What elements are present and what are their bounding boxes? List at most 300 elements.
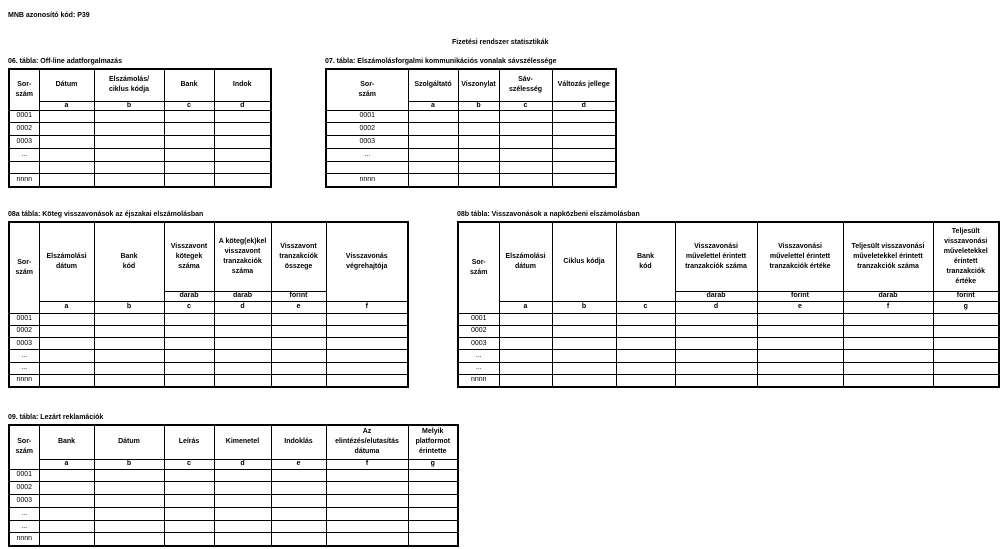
data-cell	[326, 338, 408, 350]
data-cell	[458, 136, 499, 149]
table-row	[326, 123, 616, 136]
data-cell	[552, 313, 616, 325]
column-letter: c	[164, 301, 214, 313]
data-cell	[616, 313, 675, 325]
row-number: nnnn	[326, 174, 408, 187]
header-bank-kod: Bank kód	[94, 222, 164, 301]
data-cell	[675, 374, 757, 386]
table-row	[9, 469, 458, 482]
data-cell	[39, 136, 94, 149]
data-cell	[164, 338, 214, 350]
row-number: 0001	[9, 469, 39, 482]
data-cell	[675, 350, 757, 362]
data-cell	[757, 362, 843, 374]
table-row	[9, 161, 271, 174]
column-letter: d	[214, 459, 271, 469]
data-cell	[164, 482, 214, 495]
row-number: 0001	[326, 110, 408, 123]
data-cell	[39, 362, 94, 374]
data-cell	[326, 520, 408, 533]
data-cell	[94, 148, 164, 161]
data-cell	[843, 374, 933, 386]
data-cell	[552, 374, 616, 386]
row-number	[9, 161, 39, 174]
table-07	[325, 68, 617, 188]
row-number: nnnn	[9, 533, 39, 546]
table-row	[9, 325, 408, 337]
data-cell	[214, 110, 271, 123]
data-cell	[214, 533, 271, 546]
data-cell	[843, 338, 933, 350]
column-letter: b	[552, 301, 616, 313]
data-cell	[757, 338, 843, 350]
table-row	[9, 174, 271, 187]
table-row	[9, 350, 408, 362]
table-09-title: 09. tábla: Lezárt reklamációk	[8, 414, 104, 421]
page-title: Fizetési rendszer statisztikák	[452, 39, 549, 46]
table-09	[8, 424, 459, 547]
data-cell	[499, 313, 552, 325]
row-number	[326, 161, 408, 174]
header-leiras: Leírás	[164, 425, 214, 459]
unit-label: darab	[214, 291, 271, 301]
data-cell	[458, 161, 499, 174]
data-cell	[408, 110, 458, 123]
data-cell	[499, 161, 552, 174]
data-cell	[757, 350, 843, 362]
column-letter: b	[94, 101, 164, 110]
data-cell	[39, 350, 94, 362]
data-cell	[326, 374, 408, 386]
column-letter: d	[552, 101, 616, 110]
table-08a	[8, 221, 409, 388]
data-cell	[458, 123, 499, 136]
data-cell	[164, 520, 214, 533]
data-cell	[408, 469, 458, 482]
data-cell	[271, 495, 326, 508]
data-cell	[271, 520, 326, 533]
data-cell	[164, 174, 214, 187]
data-cell	[843, 362, 933, 374]
data-cell	[39, 507, 94, 520]
table-08b-title: 08b tábla: Visszavonások a napközbeni elszámolásban	[457, 211, 640, 218]
data-cell	[164, 325, 214, 337]
data-cell	[675, 362, 757, 374]
table-row	[9, 338, 408, 350]
header-valtozas-jellege: Változás jellege	[552, 69, 616, 101]
header-indok: Indok	[214, 69, 271, 101]
header-teljesult-tranzakciok-erteke: Teljesült visszavonási műveletekkel érintett tranzakciók értéke	[933, 222, 999, 291]
data-cell	[39, 482, 94, 495]
row-number: 0003	[9, 495, 39, 508]
data-cell	[616, 338, 675, 350]
data-cell	[499, 148, 552, 161]
row-number: 0001	[458, 313, 499, 325]
table-06	[8, 68, 272, 188]
table-row	[9, 520, 458, 533]
data-cell	[499, 136, 552, 149]
data-cell	[408, 148, 458, 161]
header-elszamolasi-datum: Elszámolási dátum	[499, 222, 552, 301]
data-cell	[326, 313, 408, 325]
data-cell	[94, 520, 164, 533]
table-row	[458, 350, 999, 362]
data-cell	[164, 313, 214, 325]
data-cell	[552, 362, 616, 374]
data-cell	[933, 362, 999, 374]
data-cell	[616, 362, 675, 374]
column-letter: c	[616, 301, 675, 313]
unit-label: forint	[933, 291, 999, 301]
table-row	[458, 374, 999, 386]
data-cell	[164, 148, 214, 161]
data-cell	[214, 338, 271, 350]
data-cell	[94, 325, 164, 337]
header-savszelesseg: Sáv- szélesség	[499, 69, 552, 101]
unit-label: darab	[164, 291, 214, 301]
row-number: 0003	[458, 338, 499, 350]
table-row	[458, 313, 999, 325]
table-row	[9, 313, 408, 325]
mnb-code-label: MNB azonosító kód: P39	[8, 12, 90, 19]
data-cell	[271, 533, 326, 546]
data-cell	[214, 482, 271, 495]
row-number: ...	[458, 350, 499, 362]
data-cell	[757, 313, 843, 325]
data-cell	[326, 507, 408, 520]
data-cell	[94, 338, 164, 350]
data-cell	[326, 495, 408, 508]
data-cell	[39, 374, 94, 386]
data-cell	[39, 338, 94, 350]
column-letter: c	[164, 459, 214, 469]
data-cell	[408, 174, 458, 187]
row-number: 0001	[9, 110, 39, 123]
unit-label: darab	[843, 291, 933, 301]
header-sorszam: Sor- szám	[9, 222, 39, 313]
data-cell	[214, 495, 271, 508]
data-cell	[499, 350, 552, 362]
data-cell	[408, 533, 458, 546]
data-cell	[552, 148, 616, 161]
column-letter: a	[499, 301, 552, 313]
header-viszonylat: Viszonylat	[458, 69, 499, 101]
column-letter: e	[271, 301, 326, 313]
data-cell	[499, 338, 552, 350]
data-cell	[499, 110, 552, 123]
table-row	[458, 325, 999, 337]
table-row	[9, 136, 271, 149]
data-cell	[164, 469, 214, 482]
data-cell	[39, 313, 94, 325]
data-cell	[499, 174, 552, 187]
row-number: nnnn	[458, 374, 499, 386]
header-sorszam: Sor- szám	[326, 69, 408, 110]
data-cell	[933, 338, 999, 350]
data-cell	[94, 136, 164, 149]
column-letter: a	[39, 459, 94, 469]
header-elszamolas-ciklus-kodja: Elszámolás/ ciklus kódja	[94, 69, 164, 101]
data-cell	[164, 136, 214, 149]
data-cell	[843, 325, 933, 337]
row-number: ...	[9, 520, 39, 533]
data-cell	[214, 469, 271, 482]
data-cell	[843, 313, 933, 325]
row-number: 0002	[9, 482, 39, 495]
row-number: ...	[9, 148, 39, 161]
data-cell	[552, 325, 616, 337]
data-cell	[326, 482, 408, 495]
header-erintett-platform: Melyik platformot érintette	[408, 425, 458, 459]
data-cell	[271, 482, 326, 495]
row-number: nnnn	[9, 374, 39, 386]
row-number: 0003	[9, 338, 39, 350]
data-cell	[164, 350, 214, 362]
data-cell	[39, 495, 94, 508]
column-letter: f	[326, 459, 408, 469]
column-letter: d	[214, 301, 271, 313]
data-cell	[271, 313, 326, 325]
header-row	[458, 222, 999, 291]
table-row	[458, 338, 999, 350]
data-cell	[214, 161, 271, 174]
data-cell	[94, 482, 164, 495]
data-cell	[458, 148, 499, 161]
row-number: 0003	[326, 136, 408, 149]
data-cell	[164, 495, 214, 508]
data-cell	[214, 123, 271, 136]
header-erintett-tranzakciok-szama: Visszavonási művelettel érintett tranzakciók száma	[675, 222, 757, 291]
row-number: 0001	[9, 313, 39, 325]
data-cell	[164, 123, 214, 136]
data-cell	[94, 362, 164, 374]
data-cell	[94, 507, 164, 520]
header-sorszam: Sor- szám	[9, 425, 39, 469]
header-datum: Dátum	[94, 425, 164, 459]
data-cell	[843, 350, 933, 362]
data-cell	[552, 136, 616, 149]
header-sorszam: Sor- szám	[458, 222, 499, 313]
data-cell	[552, 161, 616, 174]
row-number: 0002	[9, 325, 39, 337]
data-cell	[552, 350, 616, 362]
data-cell	[552, 110, 616, 123]
data-cell	[408, 495, 458, 508]
table-08b	[457, 221, 1000, 388]
row-number: 0002	[326, 123, 408, 136]
data-cell	[933, 313, 999, 325]
data-cell	[94, 110, 164, 123]
column-letter: e	[271, 459, 326, 469]
row-number: 0002	[458, 325, 499, 337]
unit-label: forint	[757, 291, 843, 301]
data-cell	[552, 174, 616, 187]
data-cell	[271, 362, 326, 374]
row-number: 0003	[9, 136, 39, 149]
data-cell	[675, 313, 757, 325]
table-row	[326, 174, 616, 187]
column-letter: b	[458, 101, 499, 110]
header-visszavont-kotegek-szama: Visszavont kötegek száma	[164, 222, 214, 291]
header-row	[9, 222, 408, 291]
data-cell	[94, 174, 164, 187]
data-cell	[499, 374, 552, 386]
data-cell	[39, 469, 94, 482]
table-row	[9, 374, 408, 386]
data-cell	[326, 362, 408, 374]
data-cell	[458, 110, 499, 123]
data-cell	[271, 338, 326, 350]
header-bank: Bank	[164, 69, 214, 101]
data-cell	[214, 350, 271, 362]
column-letter: c	[499, 101, 552, 110]
column-letter: e	[757, 301, 843, 313]
column-letter: a	[39, 101, 94, 110]
table-row	[9, 507, 458, 520]
row-number: ...	[9, 507, 39, 520]
data-cell	[458, 174, 499, 187]
data-cell	[39, 123, 94, 136]
letter-row	[458, 301, 999, 313]
data-cell	[39, 161, 94, 174]
letter-row	[9, 101, 271, 110]
data-cell	[757, 374, 843, 386]
header-szolgaltato: Szolgáltató	[408, 69, 458, 101]
column-letter: d	[675, 301, 757, 313]
data-cell	[408, 520, 458, 533]
header-erintett-tranzakciok-erteke: Visszavonási művelettel érintett tranzakciók értéke	[757, 222, 843, 291]
data-cell	[164, 533, 214, 546]
data-cell	[933, 325, 999, 337]
column-letter: a	[39, 301, 94, 313]
data-cell	[326, 350, 408, 362]
data-cell	[499, 362, 552, 374]
header-bank-kod: Bank kód	[616, 222, 675, 301]
data-cell	[271, 507, 326, 520]
column-letter: a	[408, 101, 458, 110]
header-teljesult-tranzakciok-szama: Teljesült visszavonási műveletekkel érintett tranzakciók száma	[843, 222, 933, 291]
header-visszavont-tranzakciok-osszege: Visszavont tranzakciók összege	[271, 222, 326, 291]
table-row	[326, 136, 616, 149]
data-cell	[933, 350, 999, 362]
data-cell	[94, 495, 164, 508]
data-cell	[39, 533, 94, 546]
column-letter: d	[214, 101, 271, 110]
header-kimenetel: Kimenetel	[214, 425, 271, 459]
header-ciklus-kodja: Ciklus kódja	[552, 222, 616, 301]
data-cell	[616, 374, 675, 386]
table-row	[458, 362, 999, 374]
data-cell	[408, 136, 458, 149]
data-cell	[214, 313, 271, 325]
table-row	[326, 148, 616, 161]
row-number: ...	[458, 362, 499, 374]
data-cell	[616, 350, 675, 362]
header-sorszam: Sor- szám	[9, 69, 39, 110]
table-row	[9, 110, 271, 123]
data-cell	[326, 533, 408, 546]
data-cell	[408, 482, 458, 495]
data-cell	[94, 350, 164, 362]
data-cell	[214, 362, 271, 374]
table-row	[326, 110, 616, 123]
data-cell	[39, 325, 94, 337]
data-cell	[675, 338, 757, 350]
row-number: ...	[326, 148, 408, 161]
table-row	[9, 533, 458, 546]
data-cell	[94, 469, 164, 482]
table-row	[9, 148, 271, 161]
header-indoklas: Indoklás	[271, 425, 326, 459]
header-row	[9, 69, 271, 101]
header-datum: Dátum	[39, 69, 94, 101]
table-06-title: 06. tábla: Off-line adatforgalmazás	[8, 58, 122, 65]
column-letter: c	[164, 101, 214, 110]
data-cell	[94, 123, 164, 136]
column-letter: f	[326, 301, 408, 313]
data-cell	[326, 469, 408, 482]
data-cell	[214, 136, 271, 149]
data-cell	[214, 325, 271, 337]
table-row	[9, 482, 458, 495]
data-cell	[552, 123, 616, 136]
data-cell	[39, 148, 94, 161]
data-cell	[94, 374, 164, 386]
header-visszavont-tranzakciok-szama: A köteg(ek)kel visszavont tranzakciók száma	[214, 222, 271, 291]
data-cell	[271, 325, 326, 337]
header-row	[326, 69, 616, 101]
table-row	[9, 123, 271, 136]
data-cell	[214, 507, 271, 520]
column-letter: g	[408, 459, 458, 469]
column-letter: b	[94, 301, 164, 313]
data-cell	[933, 374, 999, 386]
letter-row	[9, 459, 458, 469]
table-row	[9, 362, 408, 374]
data-cell	[271, 374, 326, 386]
data-cell	[499, 123, 552, 136]
table-row	[326, 161, 616, 174]
data-cell	[94, 161, 164, 174]
row-number: nnnn	[9, 174, 39, 187]
data-cell	[214, 520, 271, 533]
column-letter: g	[933, 301, 999, 313]
data-cell	[271, 469, 326, 482]
data-cell	[164, 161, 214, 174]
data-cell	[164, 110, 214, 123]
data-cell	[616, 325, 675, 337]
data-cell	[94, 533, 164, 546]
data-cell	[164, 374, 214, 386]
data-cell	[408, 123, 458, 136]
data-cell	[214, 174, 271, 187]
unit-label: forint	[271, 291, 326, 301]
column-letter: f	[843, 301, 933, 313]
table-row	[9, 495, 458, 508]
data-cell	[408, 507, 458, 520]
data-cell	[499, 325, 552, 337]
data-cell	[214, 148, 271, 161]
row-number: ...	[9, 350, 39, 362]
table-08a-title: 08a tábla: Köteg visszavonások az éjszakai elszámolásban	[8, 211, 204, 218]
row-number: ...	[9, 362, 39, 374]
header-visszavonas-vegrehajtoja: Visszavonás végrehajtója	[326, 222, 408, 301]
data-cell	[675, 325, 757, 337]
header-elszamolasi-datum: Elszámolási dátum	[39, 222, 94, 301]
unit-label: darab	[675, 291, 757, 301]
header-bank: Bank	[39, 425, 94, 459]
data-cell	[326, 325, 408, 337]
